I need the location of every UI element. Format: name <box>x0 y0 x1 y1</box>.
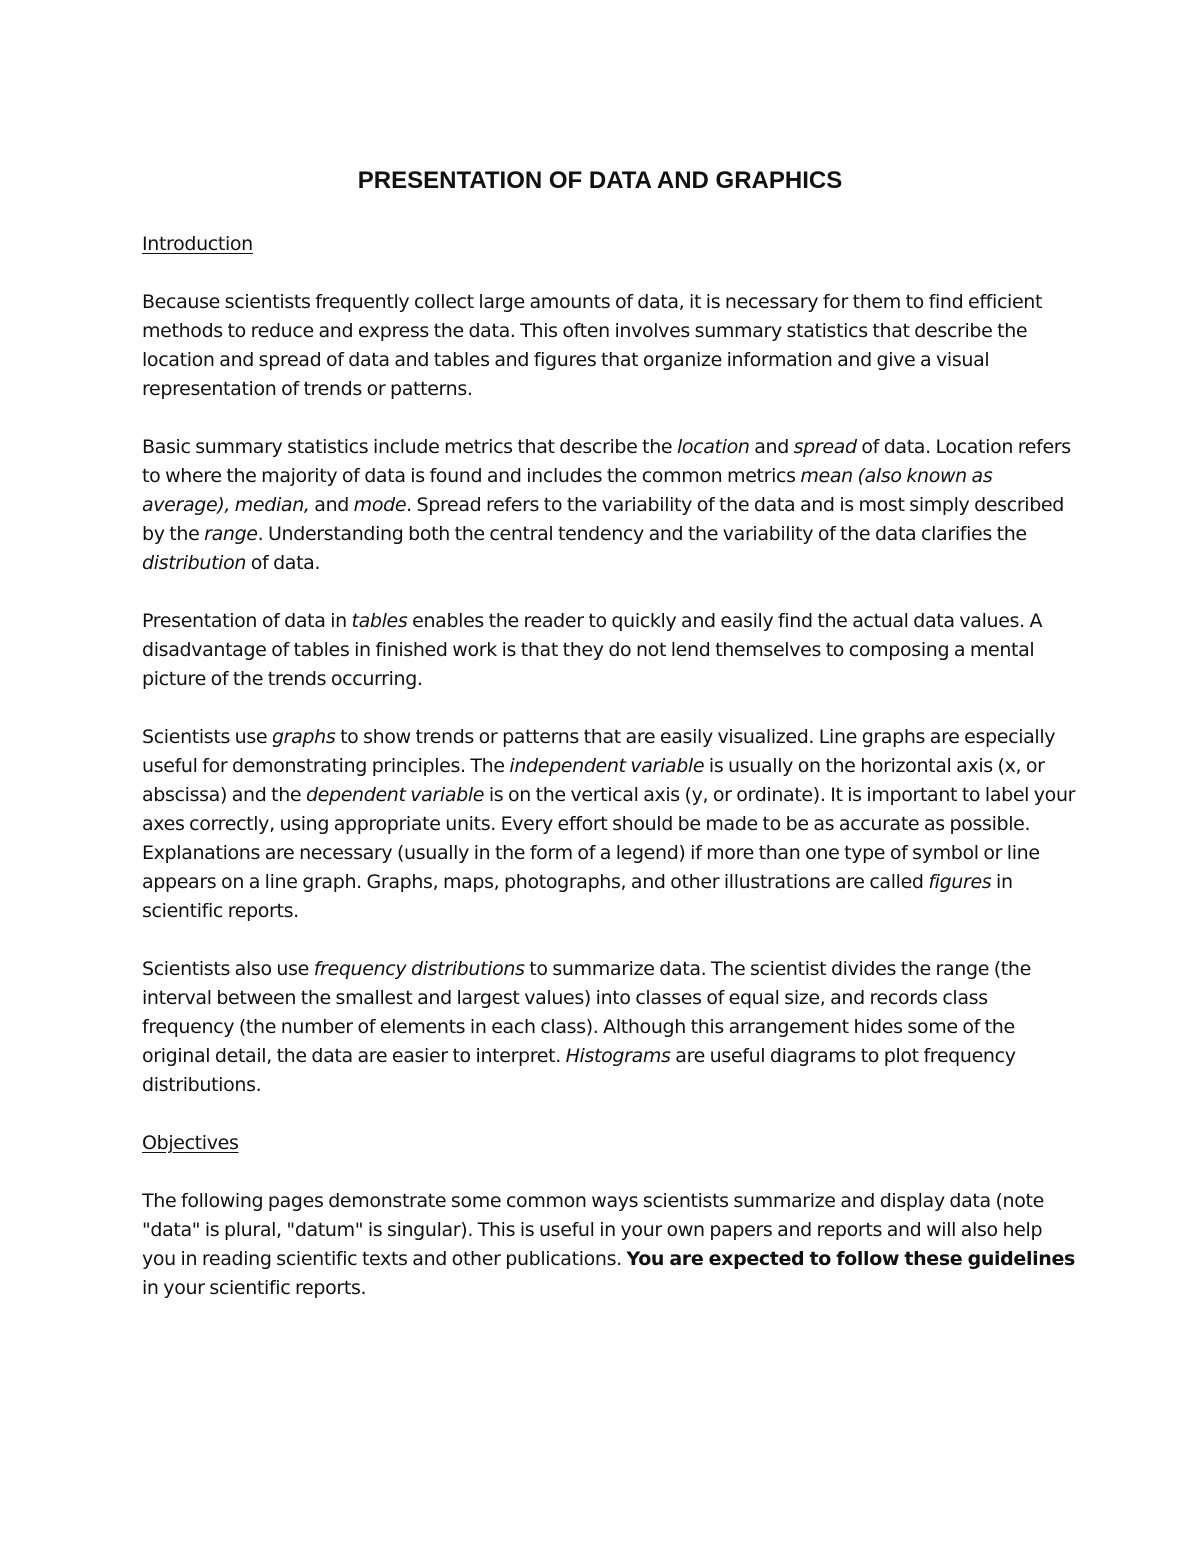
emphasis-figures: figures <box>928 871 992 893</box>
text-run: . Spread refers to the variability of the data and is most simply described by the <box>142 494 1064 545</box>
objectives-paragraph <box>142 1187 1077 1303</box>
text-run: and <box>749 436 794 458</box>
emphasis-histograms: Histograms <box>565 1045 671 1067</box>
emphasis-dependent-variable: dependent variable <box>305 784 485 806</box>
document-body <box>142 230 1077 1303</box>
text-run: of data. Location refers to where the majority of data is found and includes the common metrics <box>142 436 1071 487</box>
emphasis-frequency-distributions: frequency distributions <box>313 958 525 980</box>
text-run: and <box>309 494 354 516</box>
emphasis-mean-median: mean (also known as average), median, <box>142 465 993 516</box>
intro-paragraph-3 <box>142 607 1077 694</box>
text-run: . Understanding both the central tendency and the variability of the data clarifies the <box>257 523 1027 545</box>
text-run: to show trends or patterns that are easily visualized. Line graphs are especially useful for demonstrating principles. The <box>142 726 1056 777</box>
emphasis-location: location <box>676 436 750 458</box>
text-run: is on the vertical axis (y, or ordinate). It is important to label your axes correctly, using appropriate units. Every effort should be made to be as accurate as possible. Explanations are necessary (usually in the form of a legend) if more than one type of symbol or line appears on a line graph. Graphs, maps, photographs, and other illustrations are called <box>142 784 1076 893</box>
text-run: to summarize data. The scientist divides the range (the interval between the smallest and largest values) into classes of equal size, and records class frequency (the number of elements in each class). Although this arrangement hides some of the original detail, the data are easier to interpret. <box>142 958 1031 1067</box>
emphasis-guidelines: You are expected to follow these guidelines <box>626 1248 1075 1270</box>
text-run: of data. <box>246 552 321 574</box>
page-title: PRESENTATION OF DATA AND GRAPHICS <box>357 167 843 194</box>
introduction-heading: Introduction <box>142 233 253 255</box>
emphasis-graphs: graphs <box>271 726 336 748</box>
text-run: are useful diagrams to plot frequency distributions. <box>142 1045 1016 1096</box>
text-run: in scientific reports. <box>142 871 1013 922</box>
text-run: Scientists use <box>142 726 272 748</box>
emphasis-range: range <box>204 523 258 545</box>
intro-paragraph-5 <box>142 955 1077 1100</box>
text-run: enables the reader to quickly and easily find the actual data values. A disadvantage of tables in finished work is that they do not lend themselves to composing a mental picture of the trends occurring. <box>142 610 1043 690</box>
text-run: Scientists also use <box>142 958 314 980</box>
intro-paragraph-2 <box>142 433 1077 578</box>
intro-paragraph-1: Because scientists frequently collect large amounts of data, it is necessary for them to find efficient methods to reduce and express the data. This often involves summary statistics that describe the location and spread of data and tables and figures that organize information and give a visual representation of trends or patterns. <box>142 291 1043 400</box>
intro-paragraph-4 <box>142 723 1077 926</box>
text-run: in your scientific reports. <box>142 1277 367 1299</box>
emphasis-tables: tables <box>351 610 408 632</box>
emphasis-spread: spread <box>793 436 857 458</box>
emphasis-distribution: distribution <box>142 552 247 574</box>
text-run: Basic summary statistics include metrics that describe the <box>142 436 677 458</box>
objectives-heading: Objectives <box>142 1132 239 1154</box>
emphasis-independent-variable: independent variable <box>509 755 705 777</box>
text-run: Presentation of data in <box>142 610 352 632</box>
text-run: is usually on the horizontal axis (x, or abscissa) and the <box>142 755 1045 806</box>
emphasis-mode: mode <box>353 494 407 516</box>
text-run: The following pages demonstrate some common ways scientists summarize and display data (note "data" is plural, "datum" is singular). This is useful in your own papers and reports and will also help you in reading scientific texts and other publications. <box>142 1190 1044 1270</box>
